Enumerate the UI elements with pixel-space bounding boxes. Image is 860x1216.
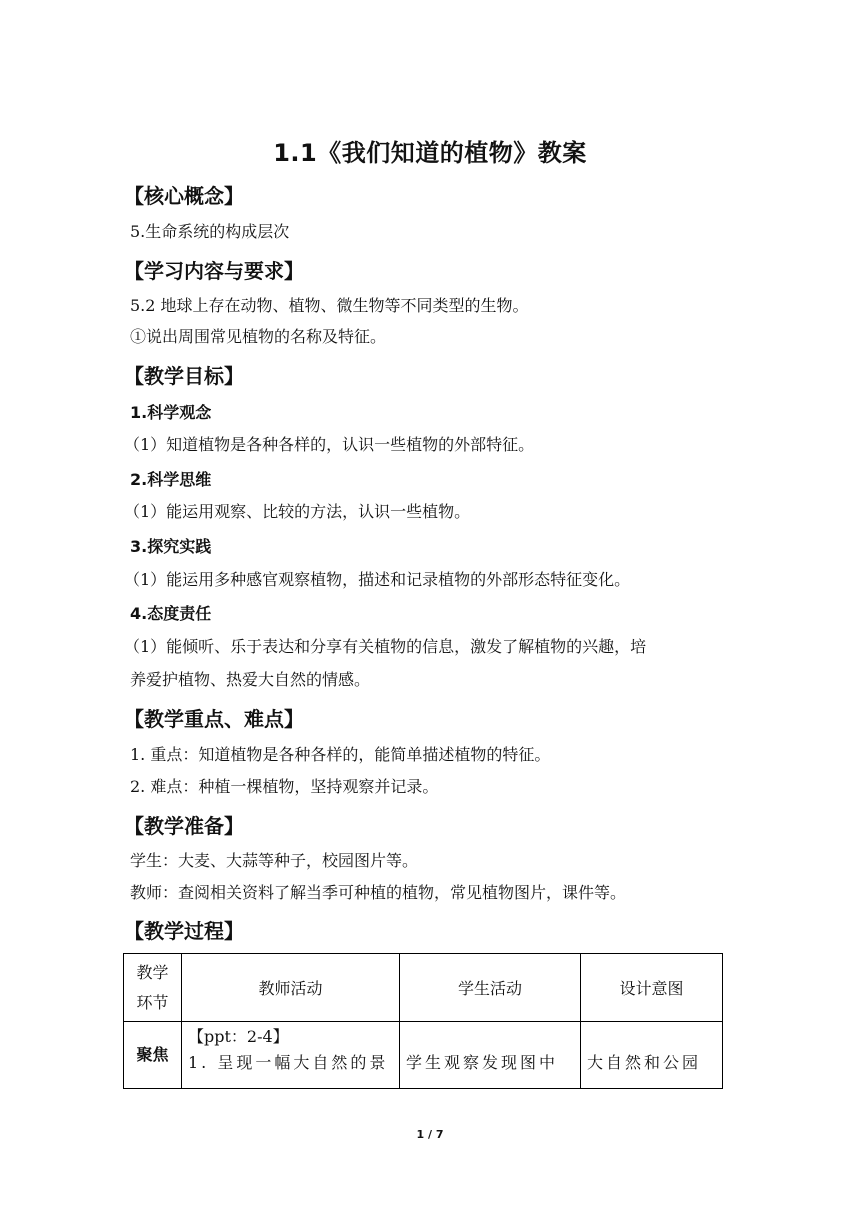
- cell-stage-text: 聚焦: [136, 1045, 169, 1064]
- goal-4-line-2: 养爱护植物、热爱大自然的情感。: [130, 670, 371, 689]
- key-line-2: 2. 难点：种植一棵植物，坚持观察并记录。: [130, 777, 439, 796]
- core-line-1: 5.生命系统的构成层次: [130, 222, 290, 241]
- heading-process: 【教学过程】: [124, 919, 244, 943]
- goal-3-line-1: （1）能运用多种感官观察植物，描述和记录植物的外部形态特征变化。: [124, 570, 631, 589]
- cell-teacher: [182, 1022, 400, 1089]
- cell-intent: [581, 1022, 723, 1089]
- heading-key-points: 【教学重点、难点】: [124, 707, 304, 731]
- header-stage-line-2: 环节: [136, 992, 169, 1012]
- heading-preparation: 【教学准备】: [124, 814, 244, 838]
- cell-stage: [124, 1022, 182, 1089]
- table-row: [124, 1022, 723, 1089]
- goal-sub-3: 3.探究实践: [130, 537, 212, 556]
- table-header-teacher: 教师活动: [182, 954, 400, 1022]
- goal-sub-4: 4.态度责任: [130, 604, 212, 623]
- page-number: 1 / 7: [416, 1128, 444, 1141]
- heading-learning-content: 【学习内容与要求】: [124, 259, 304, 283]
- goal-2-line-1: （1）能运用观察、比较的方法，认识一些植物。: [124, 502, 471, 521]
- heading-teaching-goals: 【教学目标】: [124, 364, 244, 388]
- prep-line-2: 教师：查阅相关资料了解当季可种植的植物，常见植物图片，课件等。: [130, 883, 627, 902]
- content-line-2: ①说出周围常见植物的名称及特征。: [130, 327, 387, 346]
- table-header-stage: [124, 954, 182, 1022]
- teacher-line-2: 1. 呈现一幅大自然的景: [188, 1053, 389, 1072]
- goal-1-line-1: （1）知道植物是各种各样的，认识一些植物的外部特征。: [124, 435, 535, 454]
- teacher-line-1: 【ppt：2-4】: [188, 1027, 289, 1046]
- cell-student: [400, 1022, 581, 1089]
- process-table: [123, 953, 723, 1089]
- goal-sub-1: 1.科学观念: [130, 403, 212, 422]
- table-header-student: 学生活动: [400, 954, 581, 1022]
- prep-line-1: 学生：大麦、大蒜等种子，校园图片等。: [130, 851, 419, 870]
- content-line-1: 5.2 地球上存在动物、植物、微生物等不同类型的生物。: [130, 296, 529, 315]
- key-line-1: 1. 重点：知道植物是各种各样的，能简单描述植物的特征。: [130, 745, 551, 764]
- goal-4-line-1: （1）能倾听、乐于表达和分享有关植物的信息，激发了解植物的兴趣，培: [124, 637, 647, 656]
- goal-sub-2: 2.科学思维: [130, 470, 212, 489]
- table-header-row: [124, 954, 723, 1022]
- page-title: 1.1《我们知道的植物》教案: [273, 139, 587, 167]
- cell-intent-text: 大自然和公园: [587, 1053, 702, 1072]
- header-stage-line-1: 教学: [136, 962, 169, 982]
- table-header-intent: 设计意图: [581, 954, 723, 1022]
- cell-student-text: 学生观察发现图中: [406, 1053, 559, 1072]
- heading-core-concept: 【核心概念】: [124, 184, 244, 208]
